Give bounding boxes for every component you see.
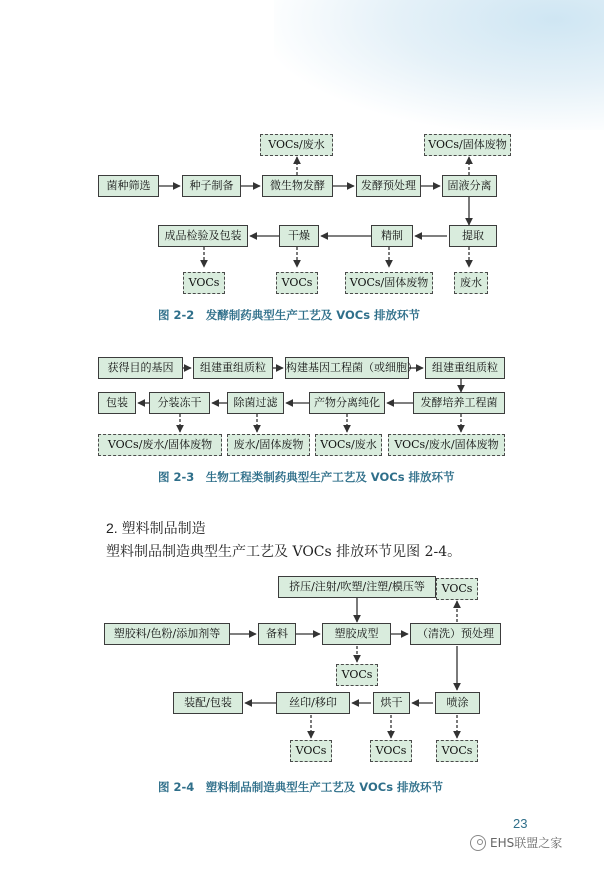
flow-step-material-preparation: 备料 [258,623,296,645]
flow-step-screen-printing: 丝印/移印 [276,692,350,714]
flow-step-raw-materials: 塑胶料/色粉/添加剂等 [104,623,230,645]
flow-step-filling-lyophilization: 分装冻干 [149,392,210,414]
emission-extraction: 废水 [454,272,488,294]
emission-molding: VOCs [336,664,378,686]
flow-step-assembly-packaging: 装配/包装 [173,692,243,714]
flow-step-solid-liquid-separation: 固液分离 [442,175,497,197]
emission-separation-purification: VOCs/废水 [315,434,382,456]
emission-baking: VOCs [370,740,412,762]
flow-step-spraying: 喷涂 [435,692,480,714]
emission-separation: VOCs/固体废物 [424,134,511,156]
flow-step-fermentation: 微生物发酵 [262,175,333,197]
flow-step-refining: 精制 [371,225,413,247]
emission-spraying: VOCs [436,740,478,762]
emission-drying: VOCs [276,272,318,294]
flow-step-engineered-strain: 构建基因工程菌（或细胞） [285,357,409,379]
flow-step-strain-screening: 菌种筛选 [98,175,159,197]
figure-2-3-caption: 图 2-3 生物工程类制药典型生产工艺及 VOCs 排放环节 [158,470,455,484]
flow-step-extraction: 提取 [449,225,497,247]
section-paragraph: 塑料制品制造典型生产工艺及 VOCs 排放环节见图 2-4。 [106,544,462,560]
flow-step-fermentation-culture: 发酵培养工程菌 [413,392,505,414]
emission-pretreatment: VOCs [436,578,478,600]
flow-step-target-gene: 获得目的基因 [98,357,183,379]
emission-fermentation: VOCs/废水 [260,134,333,156]
wechat-icon [470,835,486,851]
page-number: 23 [513,816,528,831]
flow-step-inspection-packaging: 成品检验及包装 [158,225,248,247]
flow-step-seed-preparation: 种子制备 [182,175,241,197]
flow-step-packaging: 包装 [98,392,136,414]
flow-step-recombinant-plasmid-1: 组建重组质粒 [193,357,273,379]
flow-step-baking: 烘干 [373,692,410,714]
flow-step-forming-methods: 挤压/注射/吹塑/注塑/模压等 [278,576,436,598]
flow-step-pretreatment: （清洗）预处理 [410,623,501,645]
flow-step-plastic-molding: 塑胶成型 [322,623,391,645]
watermark-text: EHS联盟之家 [490,836,563,850]
emission-refining: VOCs/固体废物 [345,272,433,294]
emission-filtration: 废水/固体废物 [227,434,310,456]
emission-packaging: VOCs [183,272,225,294]
figure-2-4-caption: 图 2-4 塑料制品制造典型生产工艺及 VOCs 排放环节 [158,780,444,794]
section-heading: 2. 塑料制品制造 [106,520,206,536]
flow-step-sterile-filtration: 除菌过滤 [227,392,284,414]
watermark [470,834,562,851]
emission-filling: VOCs/废水/固体废物 [98,434,222,456]
figure-2-2-caption: 图 2-2 发酵制药典型生产工艺及 VOCs 排放环节 [158,308,421,322]
flow-step-drying: 干燥 [279,225,319,247]
flow-step-fermentation-pretreatment: 发酵预处理 [356,175,421,197]
emission-culture: VOCs/废水/固体废物 [388,434,505,456]
flow-step-recombinant-plasmid-2: 组建重组质粒 [425,357,505,379]
emission-printing: VOCs [290,740,332,762]
flow-step-product-separation: 产物分离纯化 [309,392,385,414]
